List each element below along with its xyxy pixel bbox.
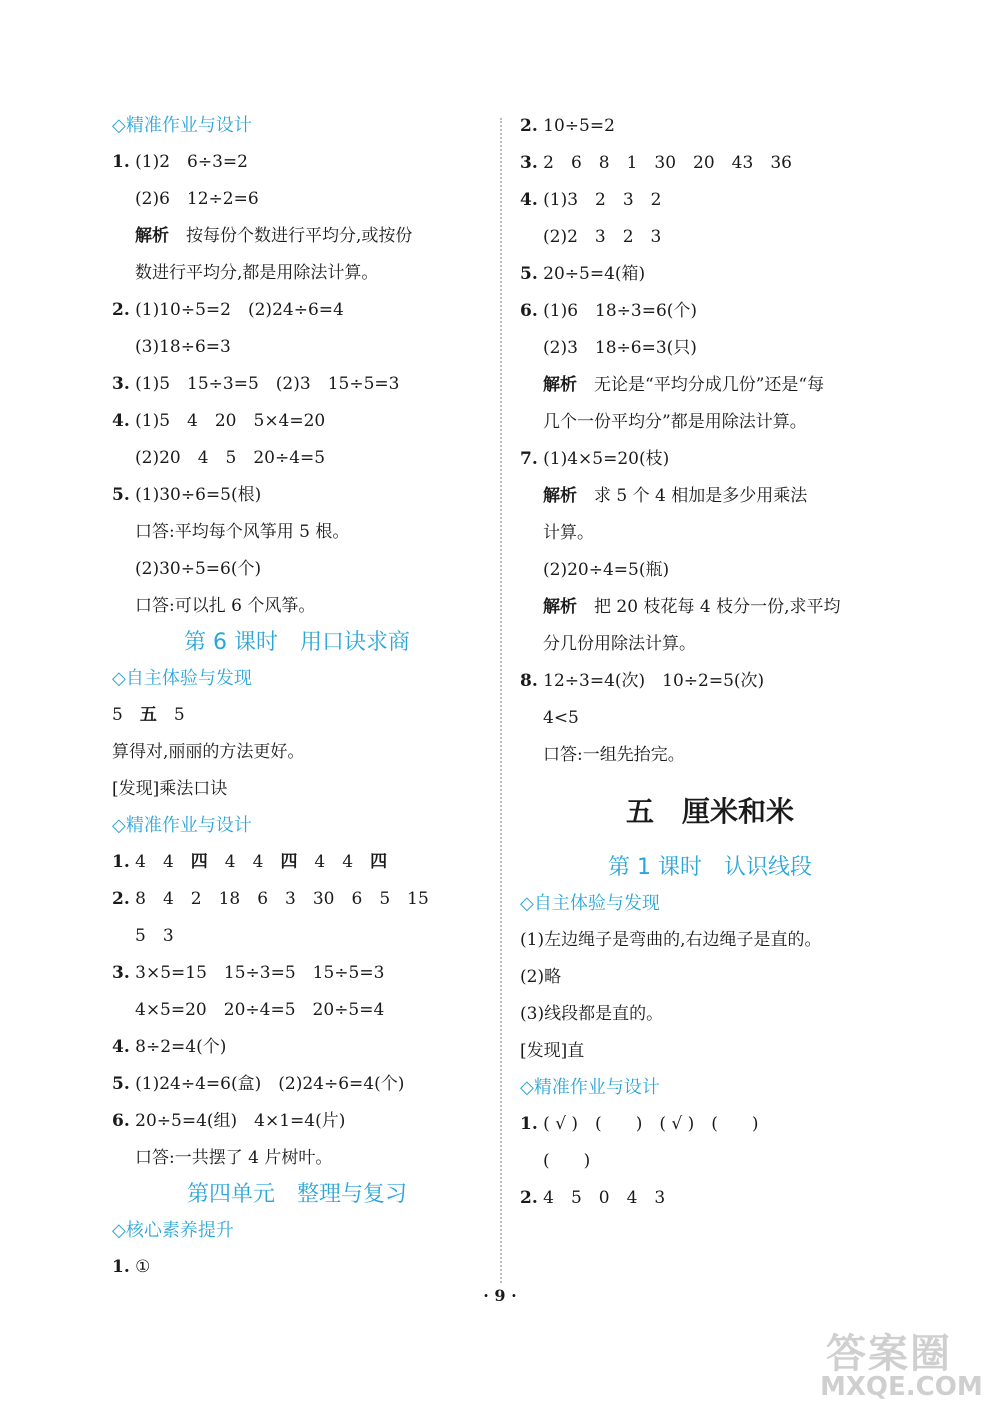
answer-text: 4 4: [207, 852, 281, 872]
analysis-text: 无论是“平均分成几份”还是“每: [577, 375, 825, 395]
answer-line: (2)20 4 5 20÷4=5: [135, 448, 326, 468]
analysis-line: [520, 367, 900, 404]
page-number: · 9 ·: [483, 1286, 517, 1305]
section-heading: ◇核心素养提升: [112, 1220, 234, 1241]
answer-line: [520, 108, 900, 145]
analysis-line: [520, 478, 900, 515]
answer-line: [112, 697, 482, 734]
answer-line: [112, 1249, 482, 1286]
answer-line: [112, 403, 482, 440]
question-number: 5.: [520, 264, 538, 284]
answer-text: 4 5 0 4 3: [537, 1188, 666, 1208]
answer-text: 4 4: [297, 852, 371, 872]
answer-text: 3×5=15 15÷3=5 15÷5=3: [129, 963, 385, 983]
question-number: 1.: [112, 852, 130, 872]
answer-line: [112, 1066, 482, 1103]
question-number: 8.: [520, 671, 538, 691]
answer-line: (2)30÷5=6(个): [135, 559, 262, 579]
answer-line: [112, 292, 482, 329]
answer-line: [112, 144, 482, 181]
analysis-text: 把 20 枝花每 4 枝分一份,求平均: [577, 597, 841, 617]
answer-line: 口答:一组先抬完。: [543, 745, 685, 765]
answer-line: [112, 844, 482, 881]
analysis-label: 解析: [543, 597, 577, 617]
answer-text: 20÷5=4(箱): [537, 264, 646, 284]
answer-text-bold: 五: [139, 705, 157, 725]
question-number: 1.: [112, 152, 130, 172]
question-number: 2.: [520, 1188, 538, 1208]
answer-line: [520, 256, 900, 293]
answer-text: 10÷5=2: [537, 116, 615, 136]
answer-line: (2)3 18÷6=3(只): [543, 338, 697, 358]
analysis-line: [112, 218, 482, 255]
answer-line: (2)2 3 2 3: [543, 227, 662, 247]
answer-text: 8 4 2 18 6 3 30 6 5 15: [129, 889, 429, 909]
answer-line: [112, 881, 482, 918]
question-number: 6.: [520, 301, 538, 321]
answer-line: 4×5=20 20÷4=5 20÷5=4: [135, 1000, 385, 1020]
lesson-heading: 第 1 课时 认识线段: [608, 855, 812, 880]
answer-text: ①: [129, 1257, 151, 1277]
answer-text: 8÷2=4(个): [129, 1037, 227, 1057]
answer-line: 算得对,丽丽的方法更好。: [112, 742, 305, 762]
answer-text: 2 6 8 1 30 20 43 36: [537, 153, 792, 173]
answer-line: [520, 182, 900, 219]
answer-line: [520, 1106, 900, 1143]
question-number: 1.: [520, 1114, 538, 1134]
analysis-line: 几个一份平均分”都是用除法计算。: [543, 412, 807, 432]
analysis-line: [520, 589, 900, 626]
answer-line: 口答:可以扎 6 个风筝。: [135, 596, 316, 616]
answer-line: 4<5: [543, 708, 579, 728]
answer-line: 5 3: [135, 926, 174, 946]
answer-line: [发现]乘法口诀: [112, 779, 228, 799]
question-number: 3.: [112, 963, 130, 983]
answer-text: 12÷3=4(次) 10÷2=5(次): [537, 671, 765, 691]
watermark-text: 答案圈: [826, 1331, 952, 1377]
question-number: 4.: [112, 411, 130, 431]
section-heading: ◇自主体验与发现: [112, 668, 252, 689]
question-number: 1.: [112, 1257, 130, 1277]
answer-line: [520, 663, 900, 700]
answer-line: [520, 145, 900, 182]
answer-text: (1)10÷5=2 (2)24÷6=4: [129, 300, 344, 320]
answer-text: (1)5 4 20 5×4=20: [129, 411, 326, 431]
analysis-text: 求 5 个 4 相加是多少用乘法: [577, 486, 808, 506]
question-number: 5.: [112, 485, 130, 505]
answer-text: (1)30÷6=5(根): [129, 485, 262, 505]
answer-line: [发现]直: [520, 1041, 585, 1061]
answer-line: (2)略: [520, 967, 562, 987]
answer-text: (1)3 2 3 2: [537, 190, 662, 210]
question-number: 2.: [112, 889, 130, 909]
question-number: 2.: [112, 300, 130, 320]
answer-text: (1)5 15÷3=5 (2)3 15÷5=3: [129, 374, 400, 394]
watermark-url: MXQE.COM: [820, 1372, 983, 1402]
answer-line: (2)6 12÷2=6: [135, 189, 259, 209]
answer-text: (1)24÷4=6(盒) (2)24÷6=4(个): [129, 1074, 405, 1094]
right-column: [520, 108, 900, 1217]
answer-text: 5: [112, 705, 140, 725]
answer-line: 口答:平均每个风筝用 5 根。: [135, 522, 350, 542]
answer-line: [112, 1029, 482, 1066]
answer-line: [520, 1180, 900, 1217]
answer-line: [520, 441, 900, 478]
analysis-label: 解析: [135, 226, 169, 246]
answer-text-bold: 四: [370, 852, 388, 872]
question-number: 4.: [112, 1037, 130, 1057]
answer-text: (1)4×5=20(枝): [537, 449, 670, 469]
unit-title: 五 厘米和米: [625, 795, 794, 828]
question-number: 6.: [112, 1111, 130, 1131]
answer-line: [112, 955, 482, 992]
answer-text: (1)2 6÷3=2: [129, 152, 248, 172]
section-heading: ◇精准作业与设计: [520, 1077, 660, 1098]
question-number: 4.: [520, 190, 538, 210]
unit-review-heading: 第四单元 整理与复习: [186, 1182, 407, 1207]
analysis-line: 数进行平均分,都是用除法计算。: [135, 263, 379, 283]
answer-line: [112, 477, 482, 514]
question-number: 5.: [112, 1074, 130, 1094]
answer-line: [112, 1103, 482, 1140]
answer-line: [112, 366, 482, 403]
section-heading: ◇精准作业与设计: [112, 815, 252, 836]
section-heading: ◇自主体验与发现: [520, 893, 660, 914]
watermark-logo: [820, 1318, 990, 1406]
answer-text: ( √ ) ( ) ( √ ) ( ): [537, 1114, 759, 1134]
answer-line: (1)左边绳子是弯曲的,右边绳子是直的。: [520, 930, 822, 950]
answer-line: (3)线段都是直的。: [520, 1004, 664, 1024]
section-heading: ◇精准作业与设计: [112, 115, 252, 136]
answer-text: 20÷5=4(组) 4×1=4(片): [129, 1111, 346, 1131]
answer-line: (2)20÷4=5(瓶): [543, 560, 670, 580]
column-divider: [500, 118, 502, 1283]
answer-text: (1)6 18÷3=6(个): [537, 301, 698, 321]
analysis-text: 按每份个数进行平均分,或按份: [169, 226, 413, 246]
question-number: 3.: [520, 153, 538, 173]
answer-line: [520, 293, 900, 330]
question-number: 3.: [112, 374, 130, 394]
answer-text: 5: [156, 705, 185, 725]
question-number: 2.: [520, 116, 538, 136]
answer-text: 4 4: [129, 852, 191, 872]
analysis-line: 分几份用除法计算。: [543, 634, 696, 654]
answer-text-bold: 四: [280, 852, 298, 872]
question-number: 7.: [520, 449, 538, 469]
answer-text-bold: 四: [190, 852, 208, 872]
analysis-label: 解析: [543, 486, 577, 506]
analysis-line: 计算。: [543, 523, 594, 543]
answer-line: 口答:一共摆了 4 片树叶。: [135, 1148, 333, 1168]
answer-line: ( ): [543, 1151, 591, 1171]
analysis-label: 解析: [543, 375, 577, 395]
lesson-heading: 第 6 课时 用口诀求商: [184, 630, 410, 655]
left-column: [112, 108, 482, 1286]
answer-line: (3)18÷6=3: [135, 337, 231, 357]
